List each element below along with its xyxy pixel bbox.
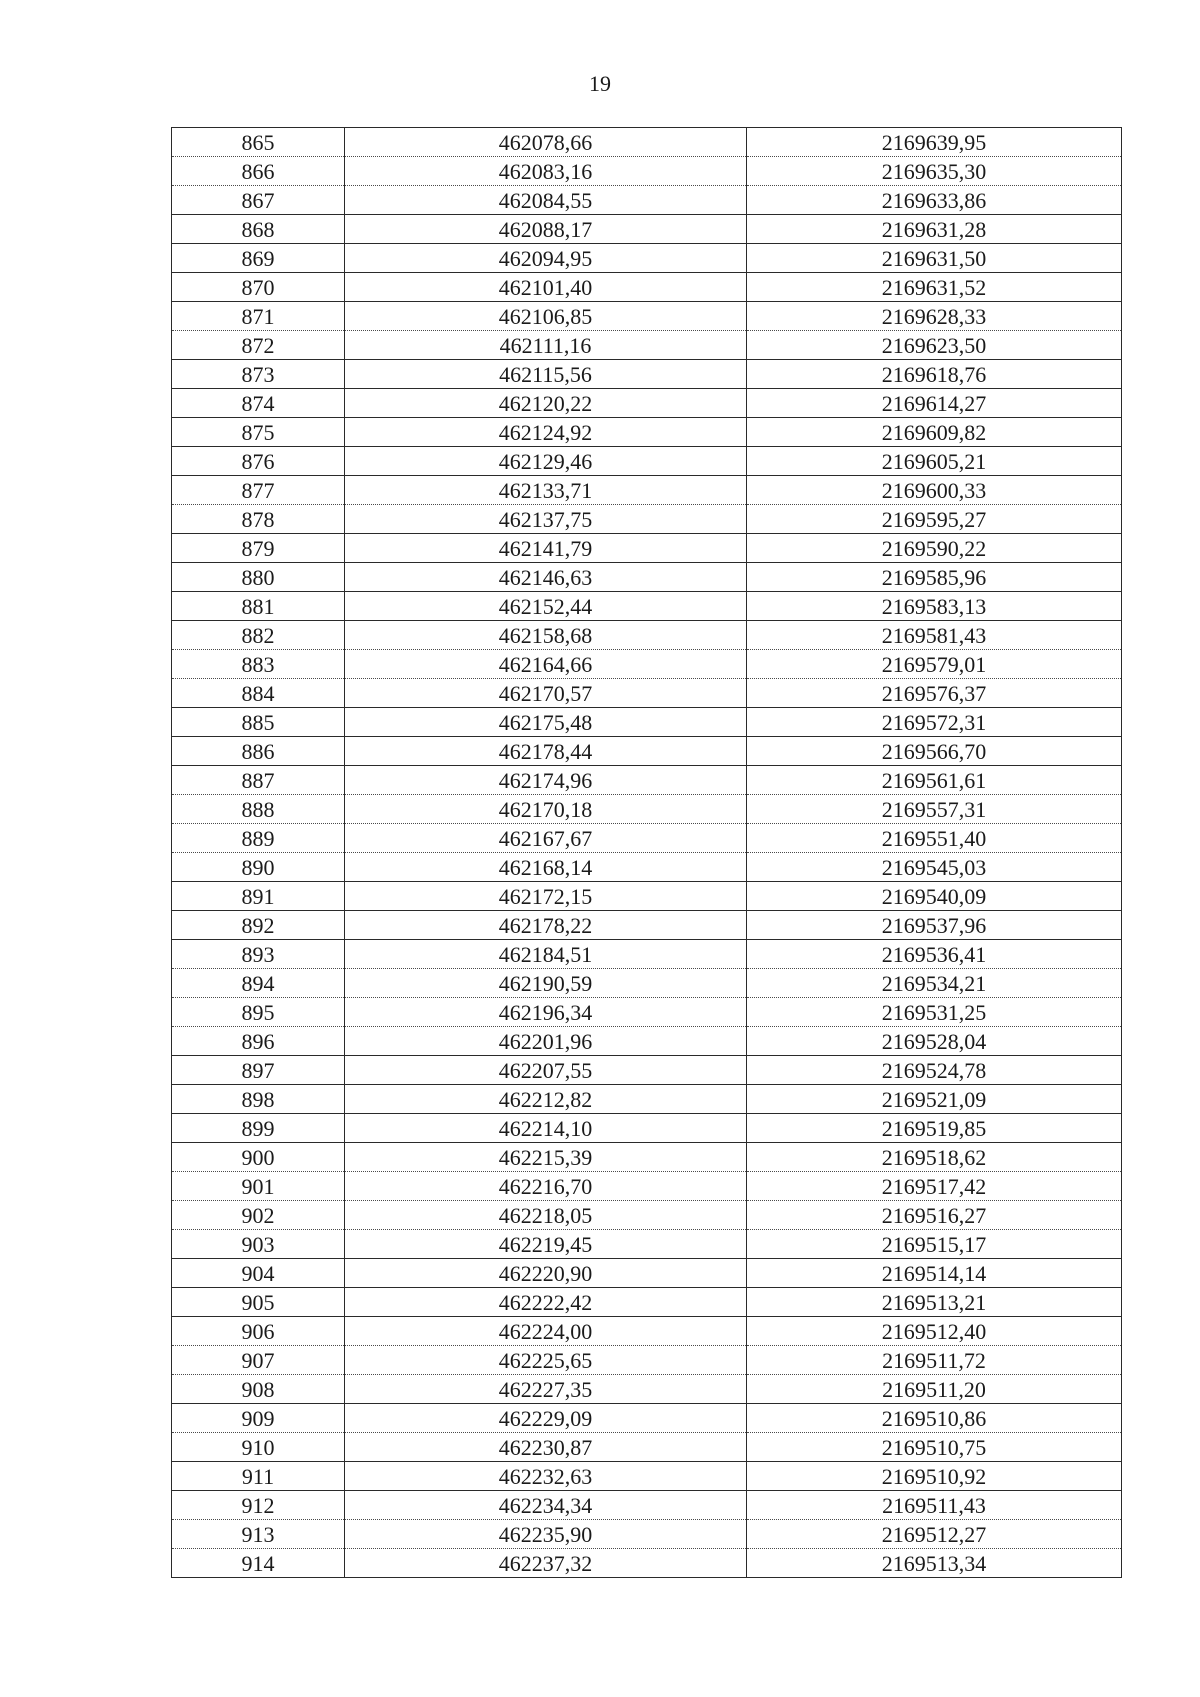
table-row xyxy=(172,650,1122,679)
x-coordinate-cell: 462137,75 xyxy=(345,505,747,534)
y-coordinate-cell: 2169631,52 xyxy=(747,273,1122,302)
point-number-cell: 872 xyxy=(172,331,345,360)
y-coordinate-cell: 2169513,21 xyxy=(747,1288,1122,1317)
table-row xyxy=(172,911,1122,940)
y-coordinate-cell: 2169635,30 xyxy=(747,157,1122,186)
table-row xyxy=(172,534,1122,563)
table-row xyxy=(172,157,1122,186)
point-number-cell: 902 xyxy=(172,1201,345,1230)
y-coordinate-cell: 2169631,50 xyxy=(747,244,1122,273)
x-coordinate-cell: 462232,63 xyxy=(345,1462,747,1491)
point-number-cell: 887 xyxy=(172,766,345,795)
point-number-cell: 913 xyxy=(172,1520,345,1549)
x-coordinate-cell: 462158,68 xyxy=(345,621,747,650)
point-number-cell: 884 xyxy=(172,679,345,708)
table-row xyxy=(172,360,1122,389)
x-coordinate-cell: 462178,22 xyxy=(345,911,747,940)
point-number-cell: 891 xyxy=(172,882,345,911)
x-coordinate-cell: 462230,87 xyxy=(345,1433,747,1462)
table-row xyxy=(172,505,1122,534)
y-coordinate-cell: 2169572,31 xyxy=(747,708,1122,737)
y-coordinate-cell: 2169605,21 xyxy=(747,447,1122,476)
y-coordinate-cell: 2169511,20 xyxy=(747,1375,1122,1404)
x-coordinate-cell: 462220,90 xyxy=(345,1259,747,1288)
table-row xyxy=(172,1230,1122,1259)
x-coordinate-cell: 462224,00 xyxy=(345,1317,747,1346)
point-number-cell: 879 xyxy=(172,534,345,563)
x-coordinate-cell: 462227,35 xyxy=(345,1375,747,1404)
x-coordinate-cell: 462170,18 xyxy=(345,795,747,824)
point-number-cell: 892 xyxy=(172,911,345,940)
y-coordinate-cell: 2169631,28 xyxy=(747,215,1122,244)
point-number-cell: 904 xyxy=(172,1259,345,1288)
point-number-cell: 894 xyxy=(172,969,345,998)
y-coordinate-cell: 2169590,22 xyxy=(747,534,1122,563)
point-number-cell: 889 xyxy=(172,824,345,853)
table-row xyxy=(172,447,1122,476)
y-coordinate-cell: 2169528,04 xyxy=(747,1027,1122,1056)
point-number-cell: 874 xyxy=(172,389,345,418)
y-coordinate-cell: 2169557,31 xyxy=(747,795,1122,824)
x-coordinate-cell: 462214,10 xyxy=(345,1114,747,1143)
table-row xyxy=(172,1085,1122,1114)
y-coordinate-cell: 2169512,27 xyxy=(747,1520,1122,1549)
y-coordinate-cell: 2169513,34 xyxy=(747,1549,1122,1578)
table-row xyxy=(172,1433,1122,1462)
point-number-cell: 866 xyxy=(172,157,345,186)
x-coordinate-cell: 462219,45 xyxy=(345,1230,747,1259)
y-coordinate-cell: 2169540,09 xyxy=(747,882,1122,911)
table-row xyxy=(172,1259,1122,1288)
point-number-cell: 901 xyxy=(172,1172,345,1201)
point-number-cell: 880 xyxy=(172,563,345,592)
point-number-cell: 868 xyxy=(172,215,345,244)
y-coordinate-cell: 2169623,50 xyxy=(747,331,1122,360)
table-row xyxy=(172,795,1122,824)
x-coordinate-cell: 462124,92 xyxy=(345,418,747,447)
y-coordinate-cell: 2169514,14 xyxy=(747,1259,1122,1288)
x-coordinate-cell: 462129,46 xyxy=(345,447,747,476)
table-row xyxy=(172,969,1122,998)
y-coordinate-cell: 2169510,75 xyxy=(747,1433,1122,1462)
table-row xyxy=(172,592,1122,621)
y-coordinate-cell: 2169545,03 xyxy=(747,853,1122,882)
table-row xyxy=(172,128,1122,157)
x-coordinate-cell: 462235,90 xyxy=(345,1520,747,1549)
point-number-cell: 870 xyxy=(172,273,345,302)
table-row xyxy=(172,1056,1122,1085)
table-row xyxy=(172,244,1122,273)
table-row xyxy=(172,331,1122,360)
table-row xyxy=(172,940,1122,969)
y-coordinate-cell: 2169639,95 xyxy=(747,128,1122,157)
table-row xyxy=(172,1288,1122,1317)
y-coordinate-cell: 2169511,72 xyxy=(747,1346,1122,1375)
y-coordinate-cell: 2169534,21 xyxy=(747,969,1122,998)
y-coordinate-cell: 2169576,37 xyxy=(747,679,1122,708)
table-row xyxy=(172,824,1122,853)
table-row xyxy=(172,1375,1122,1404)
x-coordinate-cell: 462133,71 xyxy=(345,476,747,505)
point-number-cell: 885 xyxy=(172,708,345,737)
point-number-cell: 886 xyxy=(172,737,345,766)
table-row xyxy=(172,302,1122,331)
table-row xyxy=(172,621,1122,650)
x-coordinate-cell: 462218,05 xyxy=(345,1201,747,1230)
point-number-cell: 881 xyxy=(172,592,345,621)
point-number-cell: 912 xyxy=(172,1491,345,1520)
x-coordinate-cell: 462207,55 xyxy=(345,1056,747,1085)
y-coordinate-cell: 2169517,42 xyxy=(747,1172,1122,1201)
y-coordinate-cell: 2169595,27 xyxy=(747,505,1122,534)
table-row xyxy=(172,1346,1122,1375)
table-row xyxy=(172,1114,1122,1143)
x-coordinate-cell: 462088,17 xyxy=(345,215,747,244)
point-number-cell: 877 xyxy=(172,476,345,505)
table-row xyxy=(172,476,1122,505)
table-row xyxy=(172,1549,1122,1578)
y-coordinate-cell: 2169524,78 xyxy=(747,1056,1122,1085)
x-coordinate-cell: 462190,59 xyxy=(345,969,747,998)
x-coordinate-cell: 462106,85 xyxy=(345,302,747,331)
y-coordinate-cell: 2169551,40 xyxy=(747,824,1122,853)
table-row xyxy=(172,766,1122,795)
y-coordinate-cell: 2169633,86 xyxy=(747,186,1122,215)
x-coordinate-cell: 462237,32 xyxy=(345,1549,747,1578)
y-coordinate-cell: 2169618,76 xyxy=(747,360,1122,389)
x-coordinate-cell: 462083,16 xyxy=(345,157,747,186)
x-coordinate-cell: 462234,34 xyxy=(345,1491,747,1520)
point-number-cell: 867 xyxy=(172,186,345,215)
table-row xyxy=(172,1462,1122,1491)
table-row xyxy=(172,1027,1122,1056)
y-coordinate-cell: 2169516,27 xyxy=(747,1201,1122,1230)
point-number-cell: 893 xyxy=(172,940,345,969)
table-row xyxy=(172,1317,1122,1346)
point-number-cell: 911 xyxy=(172,1462,345,1491)
y-coordinate-cell: 2169600,33 xyxy=(747,476,1122,505)
point-number-cell: 878 xyxy=(172,505,345,534)
point-number-cell: 897 xyxy=(172,1056,345,1085)
x-coordinate-cell: 462222,42 xyxy=(345,1288,747,1317)
x-coordinate-cell: 462175,48 xyxy=(345,708,747,737)
x-coordinate-cell: 462178,44 xyxy=(345,737,747,766)
point-number-cell: 865 xyxy=(172,128,345,157)
x-coordinate-cell: 462111,16 xyxy=(345,331,747,360)
x-coordinate-cell: 462078,66 xyxy=(345,128,747,157)
point-number-cell: 905 xyxy=(172,1288,345,1317)
y-coordinate-cell: 2169519,85 xyxy=(747,1114,1122,1143)
point-number-cell: 914 xyxy=(172,1549,345,1578)
y-coordinate-cell: 2169583,13 xyxy=(747,592,1122,621)
point-number-cell: 900 xyxy=(172,1143,345,1172)
point-number-cell: 909 xyxy=(172,1404,345,1433)
point-number-cell: 907 xyxy=(172,1346,345,1375)
y-coordinate-cell: 2169579,01 xyxy=(747,650,1122,679)
point-number-cell: 871 xyxy=(172,302,345,331)
point-number-cell: 896 xyxy=(172,1027,345,1056)
table-row xyxy=(172,1201,1122,1230)
y-coordinate-cell: 2169585,96 xyxy=(747,563,1122,592)
point-number-cell: 899 xyxy=(172,1114,345,1143)
x-coordinate-cell: 462094,95 xyxy=(345,244,747,273)
x-coordinate-cell: 462084,55 xyxy=(345,186,747,215)
table-row xyxy=(172,708,1122,737)
table-row xyxy=(172,998,1122,1027)
x-coordinate-cell: 462196,34 xyxy=(345,998,747,1027)
y-coordinate-cell: 2169515,17 xyxy=(747,1230,1122,1259)
table-row xyxy=(172,1404,1122,1433)
point-number-cell: 910 xyxy=(172,1433,345,1462)
table-row xyxy=(172,1172,1122,1201)
y-coordinate-cell: 2169581,43 xyxy=(747,621,1122,650)
y-coordinate-cell: 2169609,82 xyxy=(747,418,1122,447)
y-coordinate-cell: 2169614,27 xyxy=(747,389,1122,418)
page-number: 19 xyxy=(589,71,611,96)
x-coordinate-cell: 462172,15 xyxy=(345,882,747,911)
point-number-cell: 906 xyxy=(172,1317,345,1346)
y-coordinate-cell: 2169537,96 xyxy=(747,911,1122,940)
y-coordinate-cell: 2169518,62 xyxy=(747,1143,1122,1172)
x-coordinate-cell: 462229,09 xyxy=(345,1404,747,1433)
table-row xyxy=(172,1520,1122,1549)
x-coordinate-cell: 462201,96 xyxy=(345,1027,747,1056)
y-coordinate-cell: 2169512,40 xyxy=(747,1317,1122,1346)
coordinates-table xyxy=(171,127,1122,1578)
table-row xyxy=(172,882,1122,911)
table-row xyxy=(172,1143,1122,1172)
point-number-cell: 882 xyxy=(172,621,345,650)
y-coordinate-cell: 2169566,70 xyxy=(747,737,1122,766)
x-coordinate-cell: 462164,66 xyxy=(345,650,747,679)
x-coordinate-cell: 462216,70 xyxy=(345,1172,747,1201)
point-number-cell: 898 xyxy=(172,1085,345,1114)
point-number-cell: 875 xyxy=(172,418,345,447)
table-row xyxy=(172,273,1122,302)
table-row xyxy=(172,679,1122,708)
table-row xyxy=(172,563,1122,592)
table-row xyxy=(172,215,1122,244)
table-row xyxy=(172,737,1122,766)
x-coordinate-cell: 462146,63 xyxy=(345,563,747,592)
point-number-cell: 883 xyxy=(172,650,345,679)
x-coordinate-cell: 462168,14 xyxy=(345,853,747,882)
table-row xyxy=(172,1491,1122,1520)
y-coordinate-cell: 2169628,33 xyxy=(747,302,1122,331)
x-coordinate-cell: 462141,79 xyxy=(345,534,747,563)
y-coordinate-cell: 2169531,25 xyxy=(747,998,1122,1027)
x-coordinate-cell: 462174,96 xyxy=(345,766,747,795)
y-coordinate-cell: 2169510,92 xyxy=(747,1462,1122,1491)
x-coordinate-cell: 462120,22 xyxy=(345,389,747,418)
x-coordinate-cell: 462170,57 xyxy=(345,679,747,708)
point-number-cell: 908 xyxy=(172,1375,345,1404)
table-row xyxy=(172,389,1122,418)
x-coordinate-cell: 462101,40 xyxy=(345,273,747,302)
table-row xyxy=(172,186,1122,215)
table-row xyxy=(172,853,1122,882)
y-coordinate-cell: 2169510,86 xyxy=(747,1404,1122,1433)
x-coordinate-cell: 462152,44 xyxy=(345,592,747,621)
y-coordinate-cell: 2169561,61 xyxy=(747,766,1122,795)
x-coordinate-cell: 462167,67 xyxy=(345,824,747,853)
point-number-cell: 873 xyxy=(172,360,345,389)
x-coordinate-cell: 462184,51 xyxy=(345,940,747,969)
point-number-cell: 869 xyxy=(172,244,345,273)
y-coordinate-cell: 2169511,43 xyxy=(747,1491,1122,1520)
coordinates-table-body xyxy=(172,128,1122,1578)
x-coordinate-cell: 462115,56 xyxy=(345,360,747,389)
point-number-cell: 890 xyxy=(172,853,345,882)
x-coordinate-cell: 462212,82 xyxy=(345,1085,747,1114)
table-row xyxy=(172,418,1122,447)
x-coordinate-cell: 462215,39 xyxy=(345,1143,747,1172)
point-number-cell: 895 xyxy=(172,998,345,1027)
point-number-cell: 888 xyxy=(172,795,345,824)
y-coordinate-cell: 2169521,09 xyxy=(747,1085,1122,1114)
y-coordinate-cell: 2169536,41 xyxy=(747,940,1122,969)
point-number-cell: 876 xyxy=(172,447,345,476)
point-number-cell: 903 xyxy=(172,1230,345,1259)
x-coordinate-cell: 462225,65 xyxy=(345,1346,747,1375)
